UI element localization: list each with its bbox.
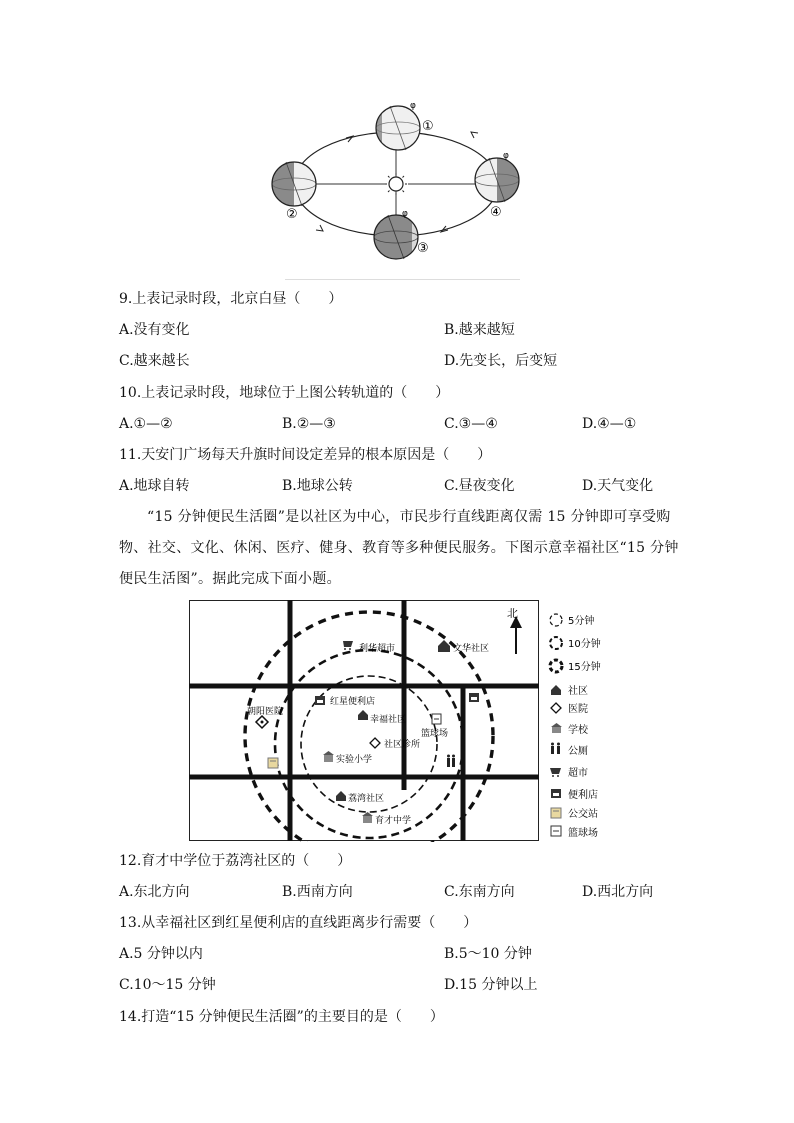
place-xingfu: 幸福社区 xyxy=(370,715,407,725)
q13-option-d: D.15 分钟以上 xyxy=(444,977,538,993)
q9-option-d: D.先变长，后变短 xyxy=(444,353,558,369)
place-school: 实验小学 xyxy=(336,755,373,765)
q11-option-b: B.地球公转 xyxy=(282,478,353,494)
legend-store: 便利店 xyxy=(568,790,598,801)
question-10-stem: 10.上表记录时段，地球位于上图公转轨道的（ ） xyxy=(119,385,450,401)
north-label: 北 xyxy=(507,607,518,620)
orbit-figure xyxy=(262,100,542,280)
legend-toilet-icon xyxy=(551,743,560,755)
earth-globe-3 xyxy=(374,209,418,259)
q12-option-c: C.东南方向 xyxy=(444,884,515,900)
legend-community: 社区 xyxy=(568,686,588,697)
position-label-4: ④ xyxy=(490,205,502,220)
legend-bus: 公交站 xyxy=(568,809,598,820)
q13-option-a: A.5 分钟以内 xyxy=(119,946,203,962)
svg-text:φ: φ xyxy=(503,151,509,161)
position-label-1: ① xyxy=(422,119,434,134)
place-clinic: 社区诊所 xyxy=(384,740,421,750)
passage-line-2: 物、社交、文化、休闲、医疗、健身、教育等多种便民服务。下图示意幸福社区“15 分钟 xyxy=(119,540,679,556)
legend-school: 学校 xyxy=(568,725,588,736)
q11-option-c: C.昼夜变化 xyxy=(444,478,515,494)
question-14-stem: 14.打造“15 分钟便民生活圈”的主要目的是（ ） xyxy=(119,1009,444,1025)
q13-option-b: B.5～10 分钟 xyxy=(444,946,532,962)
question-13-stem: 13.从幸福社区到红星便利店的直线距离步行需要（ ） xyxy=(119,915,478,931)
passage-line-1: “15 分钟便民生活圈”是以社区为中心，市民步行直线距离仅需 15 分钟即可享受购 xyxy=(147,509,671,525)
legend-toilet: 公厕 xyxy=(568,746,588,757)
convenience-store-icon xyxy=(315,696,325,705)
map-legend xyxy=(546,606,636,838)
q13-option-c: C.10～15 分钟 xyxy=(119,977,216,993)
legend-basketball: 篮球场 xyxy=(568,828,598,838)
legend-bus-icon xyxy=(551,808,561,818)
place-liwan: 荔湾社区 xyxy=(348,794,385,804)
legend-hospital-icon xyxy=(551,703,561,713)
svg-text:φ: φ xyxy=(410,101,416,111)
q10-option-c: C.③—④ xyxy=(444,416,498,432)
legend-10-min: 10分钟 xyxy=(568,639,601,650)
q9-option-b: B.越来越短 xyxy=(444,322,515,338)
place-basketball: 篮球场 xyxy=(421,729,449,739)
question-12-stem: 12.育才中学位于荔湾社区的（ ） xyxy=(119,853,352,869)
bus-stop-icon xyxy=(268,758,278,768)
legend-supermarket: 超市 xyxy=(568,768,588,779)
position-label-2: ② xyxy=(286,207,298,222)
svg-text:φ: φ xyxy=(402,209,408,219)
q10-option-d: D.④—① xyxy=(582,416,637,432)
place-chaoyang: 朝阳医院 xyxy=(247,707,284,717)
place-hongxing: 红星便利店 xyxy=(330,697,376,707)
q9-option-a: A.没有变化 xyxy=(119,322,190,338)
legend-school-icon xyxy=(551,723,562,733)
earth-globe-1 xyxy=(376,101,420,150)
question-11-stem: 11.天安门广场每天升旗时间设定差异的根本原因是（ ） xyxy=(119,447,492,463)
place-wenhua: 文华社区 xyxy=(453,644,490,654)
legend-5-min: 5分钟 xyxy=(568,616,595,627)
legend-store-icon xyxy=(551,789,561,798)
community-map xyxy=(189,600,539,842)
earth-globe-4 xyxy=(475,151,519,202)
position-label-3: ③ xyxy=(417,241,429,256)
q9-option-c: C.越来越长 xyxy=(119,353,190,369)
earth-globe-2 xyxy=(272,162,316,206)
convenience-store-icon-east xyxy=(469,693,479,702)
legend-basketball-icon xyxy=(551,826,561,836)
place-lihua: 利华超市 xyxy=(359,644,396,654)
q10-option-a: A.①—② xyxy=(119,416,173,432)
legend-15-min: 15分钟 xyxy=(568,662,601,673)
legend-community-icon xyxy=(551,685,561,695)
legend-hospital: 医院 xyxy=(568,704,588,715)
question-9-stem: 9.上表记录时段，北京白昼（ ） xyxy=(119,291,343,307)
place-yucai: 育才中学 xyxy=(375,816,412,826)
passage-line-3: 便民生活图”。据此完成下面小题。 xyxy=(119,571,341,587)
q10-option-b: B.②—③ xyxy=(282,416,336,432)
q12-option-b: B.西南方向 xyxy=(282,884,353,900)
q12-option-d: D.西北方向 xyxy=(582,884,654,900)
q11-option-a: A.地球自转 xyxy=(119,478,190,494)
q12-option-a: A.东北方向 xyxy=(119,884,190,900)
legend-supermarket-icon xyxy=(550,768,561,777)
q11-option-d: D.天气变化 xyxy=(582,478,654,494)
basketball-court-icon xyxy=(432,714,441,724)
